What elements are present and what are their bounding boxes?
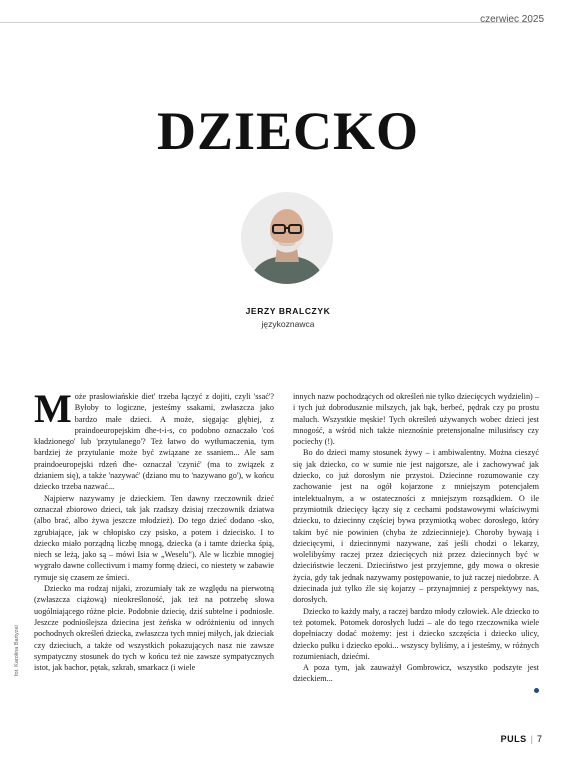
footer-separator: | <box>530 734 533 744</box>
paragraph: Dziecko to każdy mały, a raczej bardzo młody człowiek. Ale dziecko to też potomek. Potomek dorosłych ludzi – ale do tego rzeczownika wiele dopełniaczy dodać możemy: jest i dziecko szczęścia i dziecko ulicy, dziecko pułku i dziecko epoki... wszyscy byliśmy, a i jesteśmy, w różnych rozumieniach, dziećmi. <box>293 606 539 661</box>
paragraph: A poza tym, jak zauważył Gombrowicz, wszystko podszyte jest dzieckiem... <box>293 663 539 684</box>
author-name: JERZY BRALCZYK <box>245 306 331 316</box>
author-portrait-illustration <box>241 192 333 284</box>
issue-date: czerwiec 2025 <box>480 14 544 25</box>
page-number: 7 <box>536 734 542 744</box>
paragraph <box>34 386 274 493</box>
paragraph: Dziecko ma rodzaj nijaki, zrozumiały tak ze względu na pierwotną (zwłaszcza ciążową) nieokreśloność, jak też na potrzebę słowa uogólniającego różne płcie. Podobnie dziecię, dziś subtelne i podniosłe. Jeszcze podnioślejsza dziecina jest żeńska w odróżnieniu od innych pochodnych określeń dziecka, zwłaszcza tych mniej miłych, jak dzieciak czy dzieciuch, a także od wszystkich pokazujących nasz nie zawsze sympatyczny stosunek do tych w końcu też nie zawsze sympatycznych istot, jak bachor, pętak, szkrab, smarkacz (i wiele <box>34 584 274 673</box>
article-column-right <box>293 391 539 693</box>
end-of-article-dot-icon <box>534 688 539 693</box>
photo-credit: fot. Karolina Bartyzel <box>14 625 20 676</box>
paragraph: innych nazw pochodzących od określeń nie tylko dziecięcych wydzielin) – i tych już dobrodusznie milszych, jak bąk, berbeć, pędrak czy po prostu maluch. Wszystkie męskie! Tych określeń używanych wobec dzieci jest mnogość, a wśród nich także nieznośnie pretensjonalne milusińscy czy pociechy (!). <box>293 392 539 447</box>
author-photo <box>241 192 333 284</box>
drop-cap: M <box>34 386 72 431</box>
paragraph-text: oże prasłowiańskie diet' trzeba łączyć z dojiti, czyli 'ssać'? Byłoby to logiczne, jesteśmy ssakami, zwłaszcza jako bardzo małe dzieci. A może, sięgając głębiej, z praindoeuropejskim dhe-t-i-s, co podobno oznaczało 'coś kładzionego' lub 'przytulanego'? Też łatwo do wytłumaczenia, tym bardziej że przytulanie może być związane ze ssaniem... Ale sam praindoeuropejski rdzeń dhe- oznaczał 'czynić' (ma to związek z dzianiem się), a także 'nazywać' (dziano mu to 'nazywano go'), w końcu dziecko trzeba nazwać... <box>34 392 274 492</box>
article-title: DZIECKO <box>156 101 420 161</box>
article-column-left <box>34 386 274 673</box>
page-footer <box>501 734 542 744</box>
magazine-name: PULS <box>500 734 527 744</box>
paragraph: Bo do dzieci mamy stosunek żywy – i ambiwalentny. Można cieszyć się jak dziecko, co w sumie nie jest najgorsze, ale i zachowywać jak dziecko, co już dorosłym nie przystoi. Dziecinne rozumowanie czy zachowanie jest na ogół kojarzone z mniejszym potencjałem intelektualnym, a w ostateczności z mniejszym rozsądkiem. O ile przymiotnik dziecięcy łączy się z cechami podstawowymi właściwymi dziecku, to dziecinny częściej bywa przymiotką wobec dorosłego, który takim być nie powinien (chyba że zdziecinnieje). Choroby bywają i dziecięcymi, i dziecinnymi nazywane, zaś jeśli chodzi o lekarzy, wolelibyśmy raczej przez dziecięcych niż przez dziecinnych być w dzieciństwie leczeni. Dzieciństwo jest przyjemne, gdy mowa o okresie życia, gdy tak jednak nazywamy postępowanie, to już raczej niedobrze. A dziecinada już tylko źle się kojarzy – przynajmniej z perspektywy nas, dorosłych. <box>293 448 539 605</box>
header-rule <box>0 22 532 23</box>
author-role: językoznawca <box>261 319 315 329</box>
paragraph: Najpierw nazywamy je dzieckiem. Ten dawny rzeczownik dzieć oznaczał zbiorowo dzieci, tak jak rzadszy dzisiaj rzeczownik dziatwa (albo brać, albo żywa jeszcze młodzież). Do tego dzieć dodano -sko, zgrubiające, jak w chłopisko czy psisko, a potem i dziecisko. I to dziecko miało porządną liczbę mnogą, dziecka (a i tamte dziecka śpią, niech se leżą, jako są – mówi Isia w „Weselu"). Ale w liczbie mnogiej wygrało dawne collectivum i mamy formę dzieci, co niestety w zabawie rymuje się czasem ze śmieci. <box>34 493 274 582</box>
